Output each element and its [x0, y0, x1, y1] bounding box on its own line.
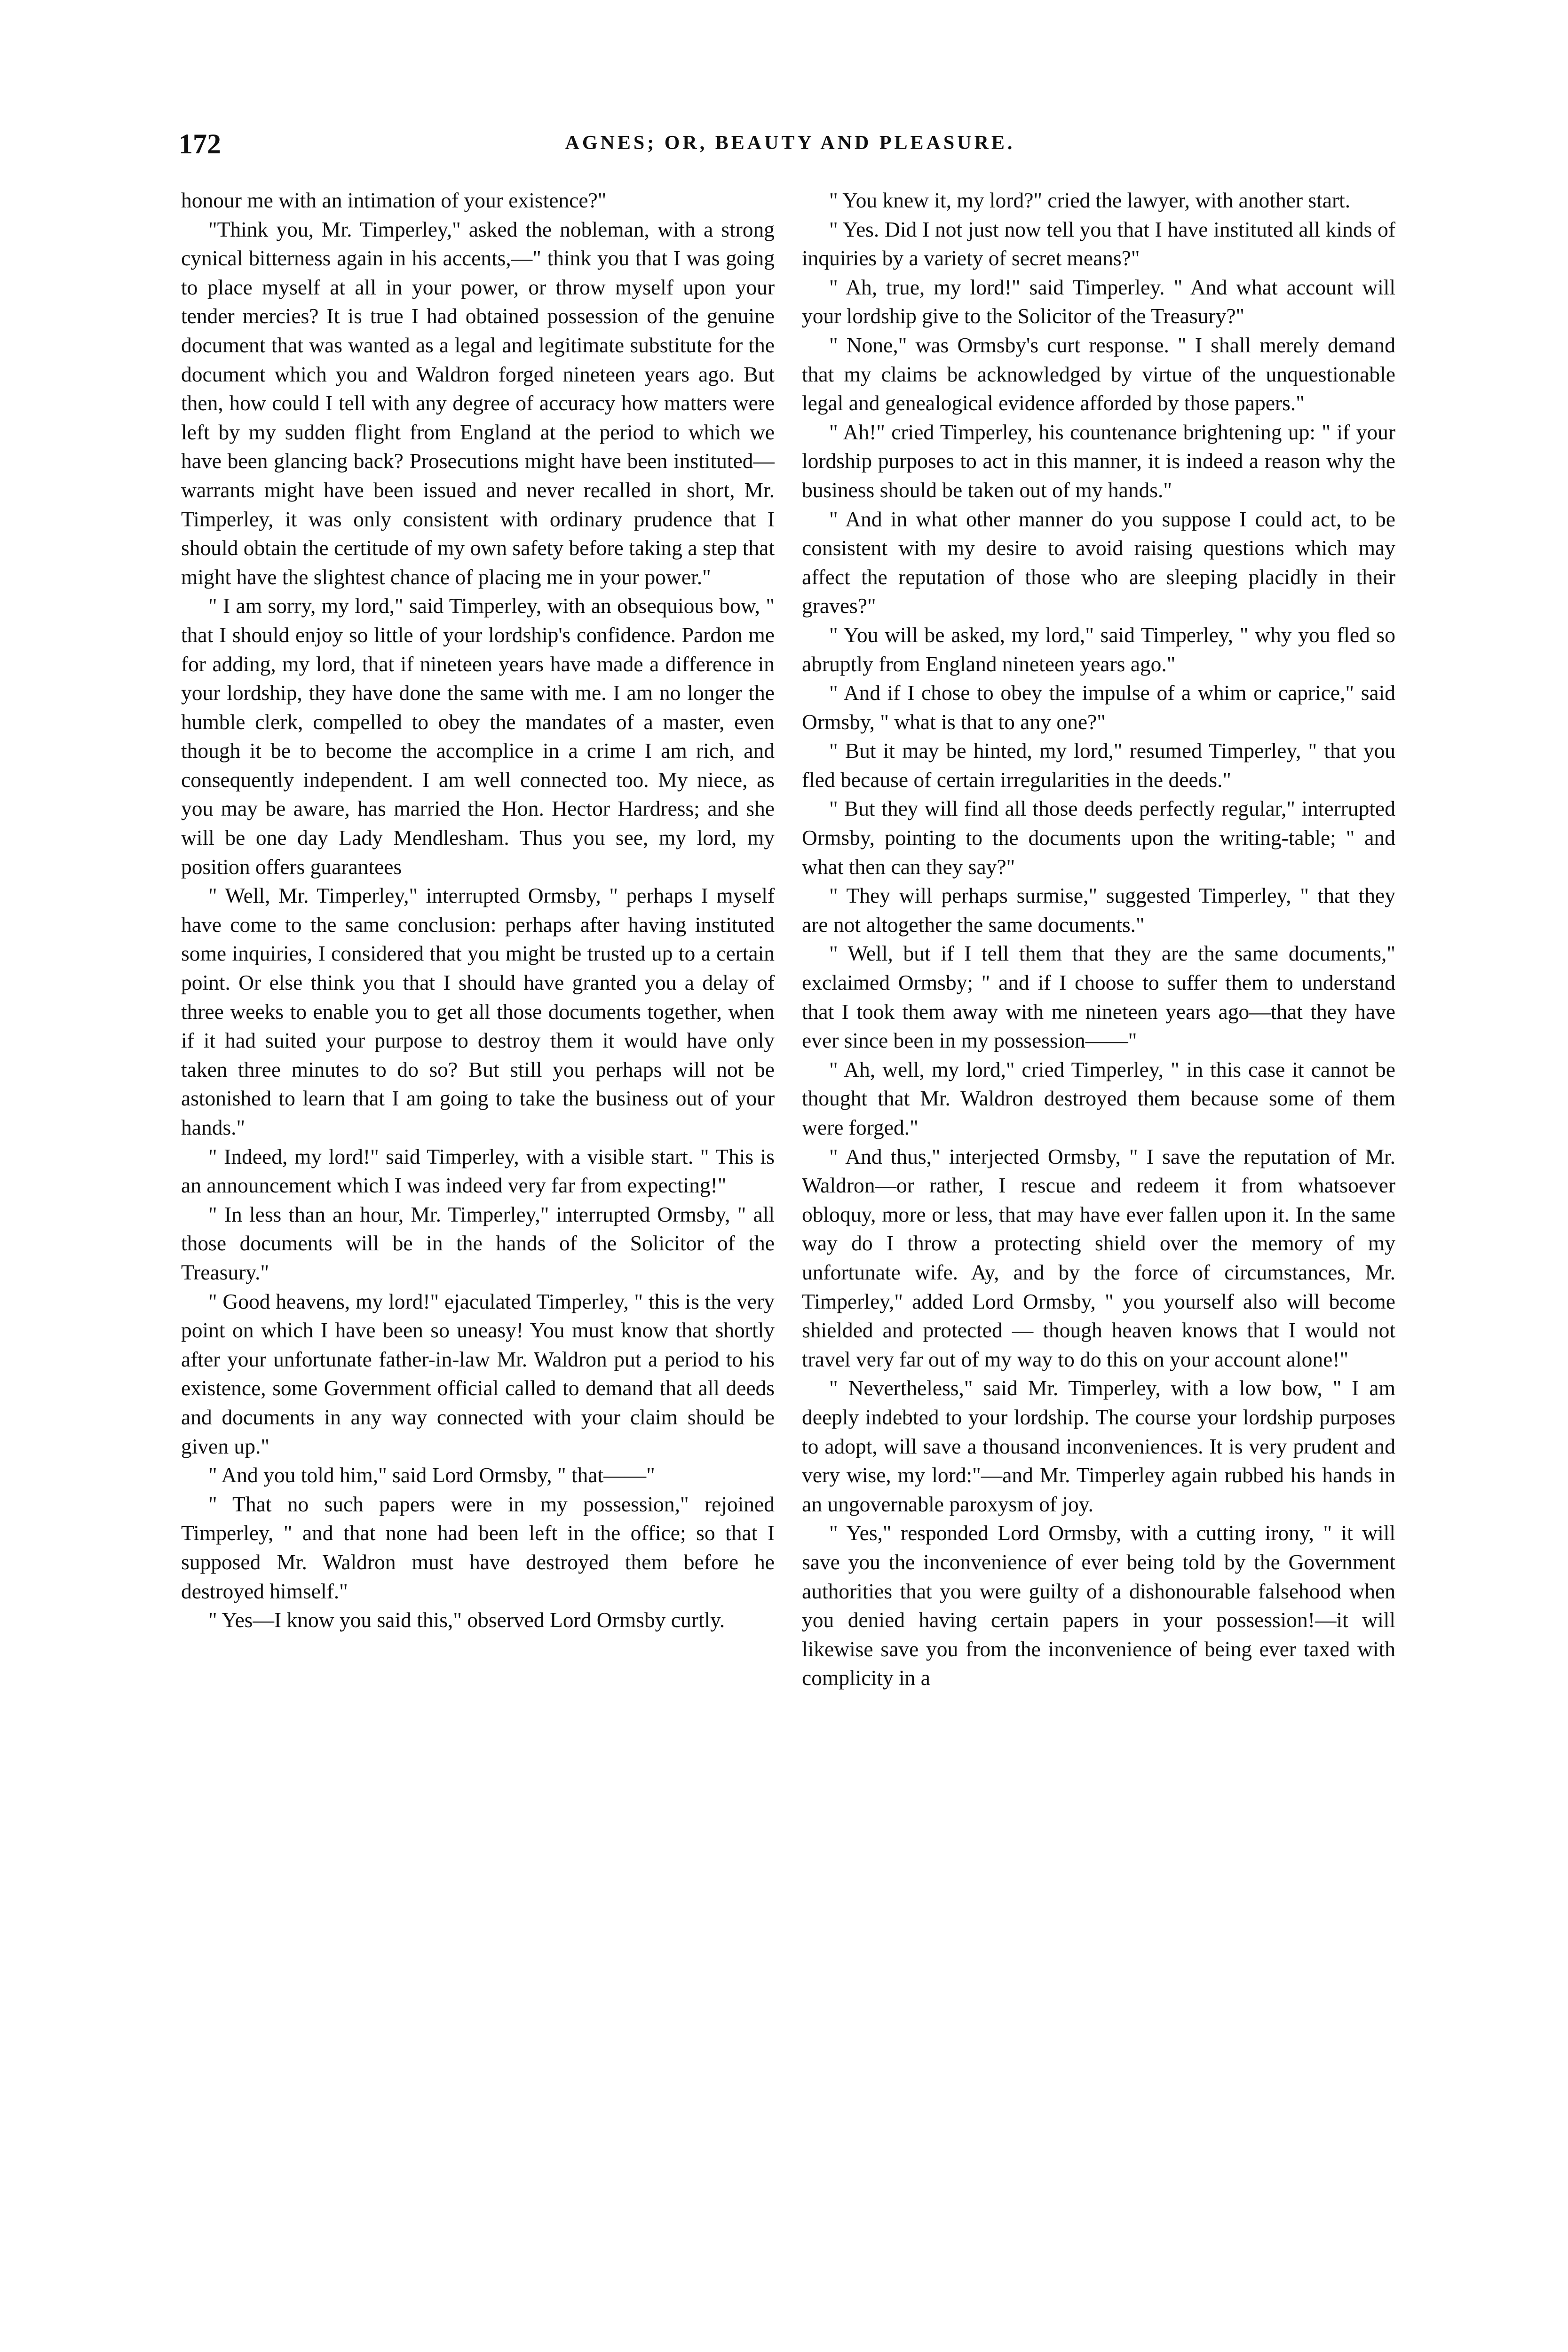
- paragraph: " That no such papers were in my possession," rejoined Timperley, " and that none had been left in the office; so that I supposed Mr. Waldron must have destroyed them before he destroyed himself.": [181, 1492, 775, 1603]
- right-column: [802, 186, 1395, 2227]
- paragraph: " Good heavens, my lord!" ejaculated Timperley, " this is the very point on which I have been so uneasy! You must know that shortly after your unfortunate father-in-law Mr. Waldron put a period to his existence, some Government official called to demand that all deeds and documents in any way connected with your claim should be given up.": [181, 1289, 775, 1458]
- paragraph: " None," was Ormsby's curt response. " I shall merely demand that my claims be acknowledged by virtue of the unquestionable legal and genealogical evidence afforded by those papers.": [802, 333, 1395, 415]
- paragraph: " Nevertheless," said Mr. Timperley, with a low bow, " I am deeply indebted to your lordship. The course your lordship purposes to adopt, will save a thousand inconveniences. It is very prudent and very wise, my lord:"—and Mr. Timperley again rubbed his hands in an ungovernable paroxysm of joy.: [802, 1376, 1395, 1516]
- left-column: [181, 186, 775, 2227]
- paragraph: " Well, Mr. Timperley," interrupted Ormsby, " perhaps I myself have come to the same conclusion: perhaps after having instituted some inquiries, I considered that you might be trusted up to a certain point. Or else think you that I should have granted you a delay of three weeks to enable you to get all those documents together, when if it had suited your purpose to destroy them it would have only taken three minutes to do so? But still you perhaps will not be astonished to learn that I am going to take the business out of your hands.": [181, 883, 775, 1139]
- paragraph: "Think you, Mr. Timperley," asked the nobleman, with a strong cynical bitterness again in his accents,—" think you that I was going to place myself at all in your power, or throw myself upon your tender mercies? It is true I had obtained possession of the genuine document that was wanted as a legal and legitimate substitute for the document which you and Waldron forged nineteen years ago. But then, how could I tell with any degree of accuracy how matters were left by my sudden flight from England at the period to which we have been glancing back? Prosecutions might have been instituted—warrants might have been issued and never recalled in short, Mr. Timperley, it was only consistent with ordinary prudence that I should obtain the certitude of my own safety before taking a step that might have the slightest chance of placing me in your power.": [181, 217, 775, 589]
- paragraph: " Ah, well, my lord," cried Timperley, " in this case it cannot be thought that Mr. Waldron destroyed them because some of them were forged.": [802, 1057, 1395, 1139]
- paragraph: " Yes," responded Lord Ormsby, with a cutting irony, " it will save you the inconvenience of ever being told by the Government authorities that you were guilty of a dishonourable falsehood when you denied having certain papers in your possession!—it will likewise save you from the inconvenience of being ever taxed with complicity in a: [802, 1521, 1395, 1690]
- paragraph: " Yes—I know you said this," observed Lord Ormsby curtly.: [208, 1608, 725, 1632]
- paragraph: " Ah, true, my lord!" said Timperley. " And what account will your lordship give to the Solicitor of the Treasury?": [802, 275, 1395, 328]
- running-title: AGNES; OR, BEAUTY AND PLEASURE.: [565, 132, 1015, 154]
- paragraph: " And thus," interjected Ormsby, " I save the reputation of Mr. Waldron—or rather, I rescue and redeem it from whatsoever obloquy, more or less, that may have ever fallen upon it. In the same way do I throw a protecting shield over the memory of my unfortunate wife. Ay, and by the force of circumstances, Mr. Timperley," added Lord Ormsby, " you yourself also will become shielded and protected — though heaven knows that I would not travel very far out of my way to do this on your account alone!": [802, 1144, 1395, 1371]
- paragraph: " And if I chose to obey the impulse of a whim or caprice," said Ormsby, " what is that to any one?": [802, 681, 1395, 734]
- page-number: 172: [179, 128, 221, 159]
- paragraph: " I am sorry, my lord," said Timperley, with an obsequious bow, " that I should enjoy so little of your lordship's confidence. Pardon me for adding, my lord, that if nineteen years have made a difference in your lordship, they have done the same with me. I am no longer the humble clerk, compelled to obey the mandates of a master, even though it be to become the accomplice in a crime I am rich, and consequently independent. I am well connected too. My niece, as you may be aware, has married the Hon. Hector Hardress; and she will be one day Lady Mendlesham. Thus you see, my lord, my position offers guarantees: [181, 594, 775, 879]
- paragraph: " And in what other manner do you suppose I could act, to be consistent with my desire to avoid raising questions which may affect the reputation of those who are sleeping placidly in their graves?": [802, 507, 1395, 618]
- paragraph: honour me with an intimation of your existence?": [181, 188, 607, 212]
- paragraph: " You knew it, my lord?" cried the lawyer, with another start.: [829, 188, 1351, 212]
- paragraph: " In less than an hour, Mr. Timperley," interrupted Ormsby, " all those documents will be in the hands of the Solicitor of the Treasury.": [181, 1202, 775, 1284]
- paragraph: " Ah!" cried Timperley, his countenance brightening up: " if your lordship purposes to act in this manner, it is indeed a reason why the business should be taken out of my hands.": [802, 420, 1395, 502]
- paragraph: " Indeed, my lord!" said Timperley, with a visible start. " This is an announcement which I was indeed very far from expecting!": [181, 1144, 775, 1198]
- paragraph: " But it may be hinted, my lord," resumed Timperley, " that you fled because of certain irregularities in the deeds.": [802, 739, 1395, 792]
- page-header: [179, 128, 1402, 161]
- paragraph: " But they will find all those deeds perfectly regular," interrupted Ormsby, pointing to the documents upon the writing-table; " and what then can they say?": [802, 796, 1395, 879]
- paragraph: " They will perhaps surmise," suggested Timperley, " that they are not altogether the same documents.": [802, 883, 1395, 937]
- paragraph: " Yes. Did I not just now tell you that I have instituted all kinds of inquiries by a variety of secret means?": [802, 217, 1395, 270]
- paragraph: " Well, but if I tell them that they are the same documents," exclaimed Ormsby; " and if I choose to suffer them to understand that I took them away with me nineteen years ago—that they have ever since been in my possession——": [802, 941, 1395, 1053]
- paragraph: " And you told him," said Lord Ormsby, " that——": [208, 1463, 655, 1487]
- paragraph: " You will be asked, my lord," said Timperley, " why you fled so abruptly from England nineteen years ago.": [802, 622, 1395, 676]
